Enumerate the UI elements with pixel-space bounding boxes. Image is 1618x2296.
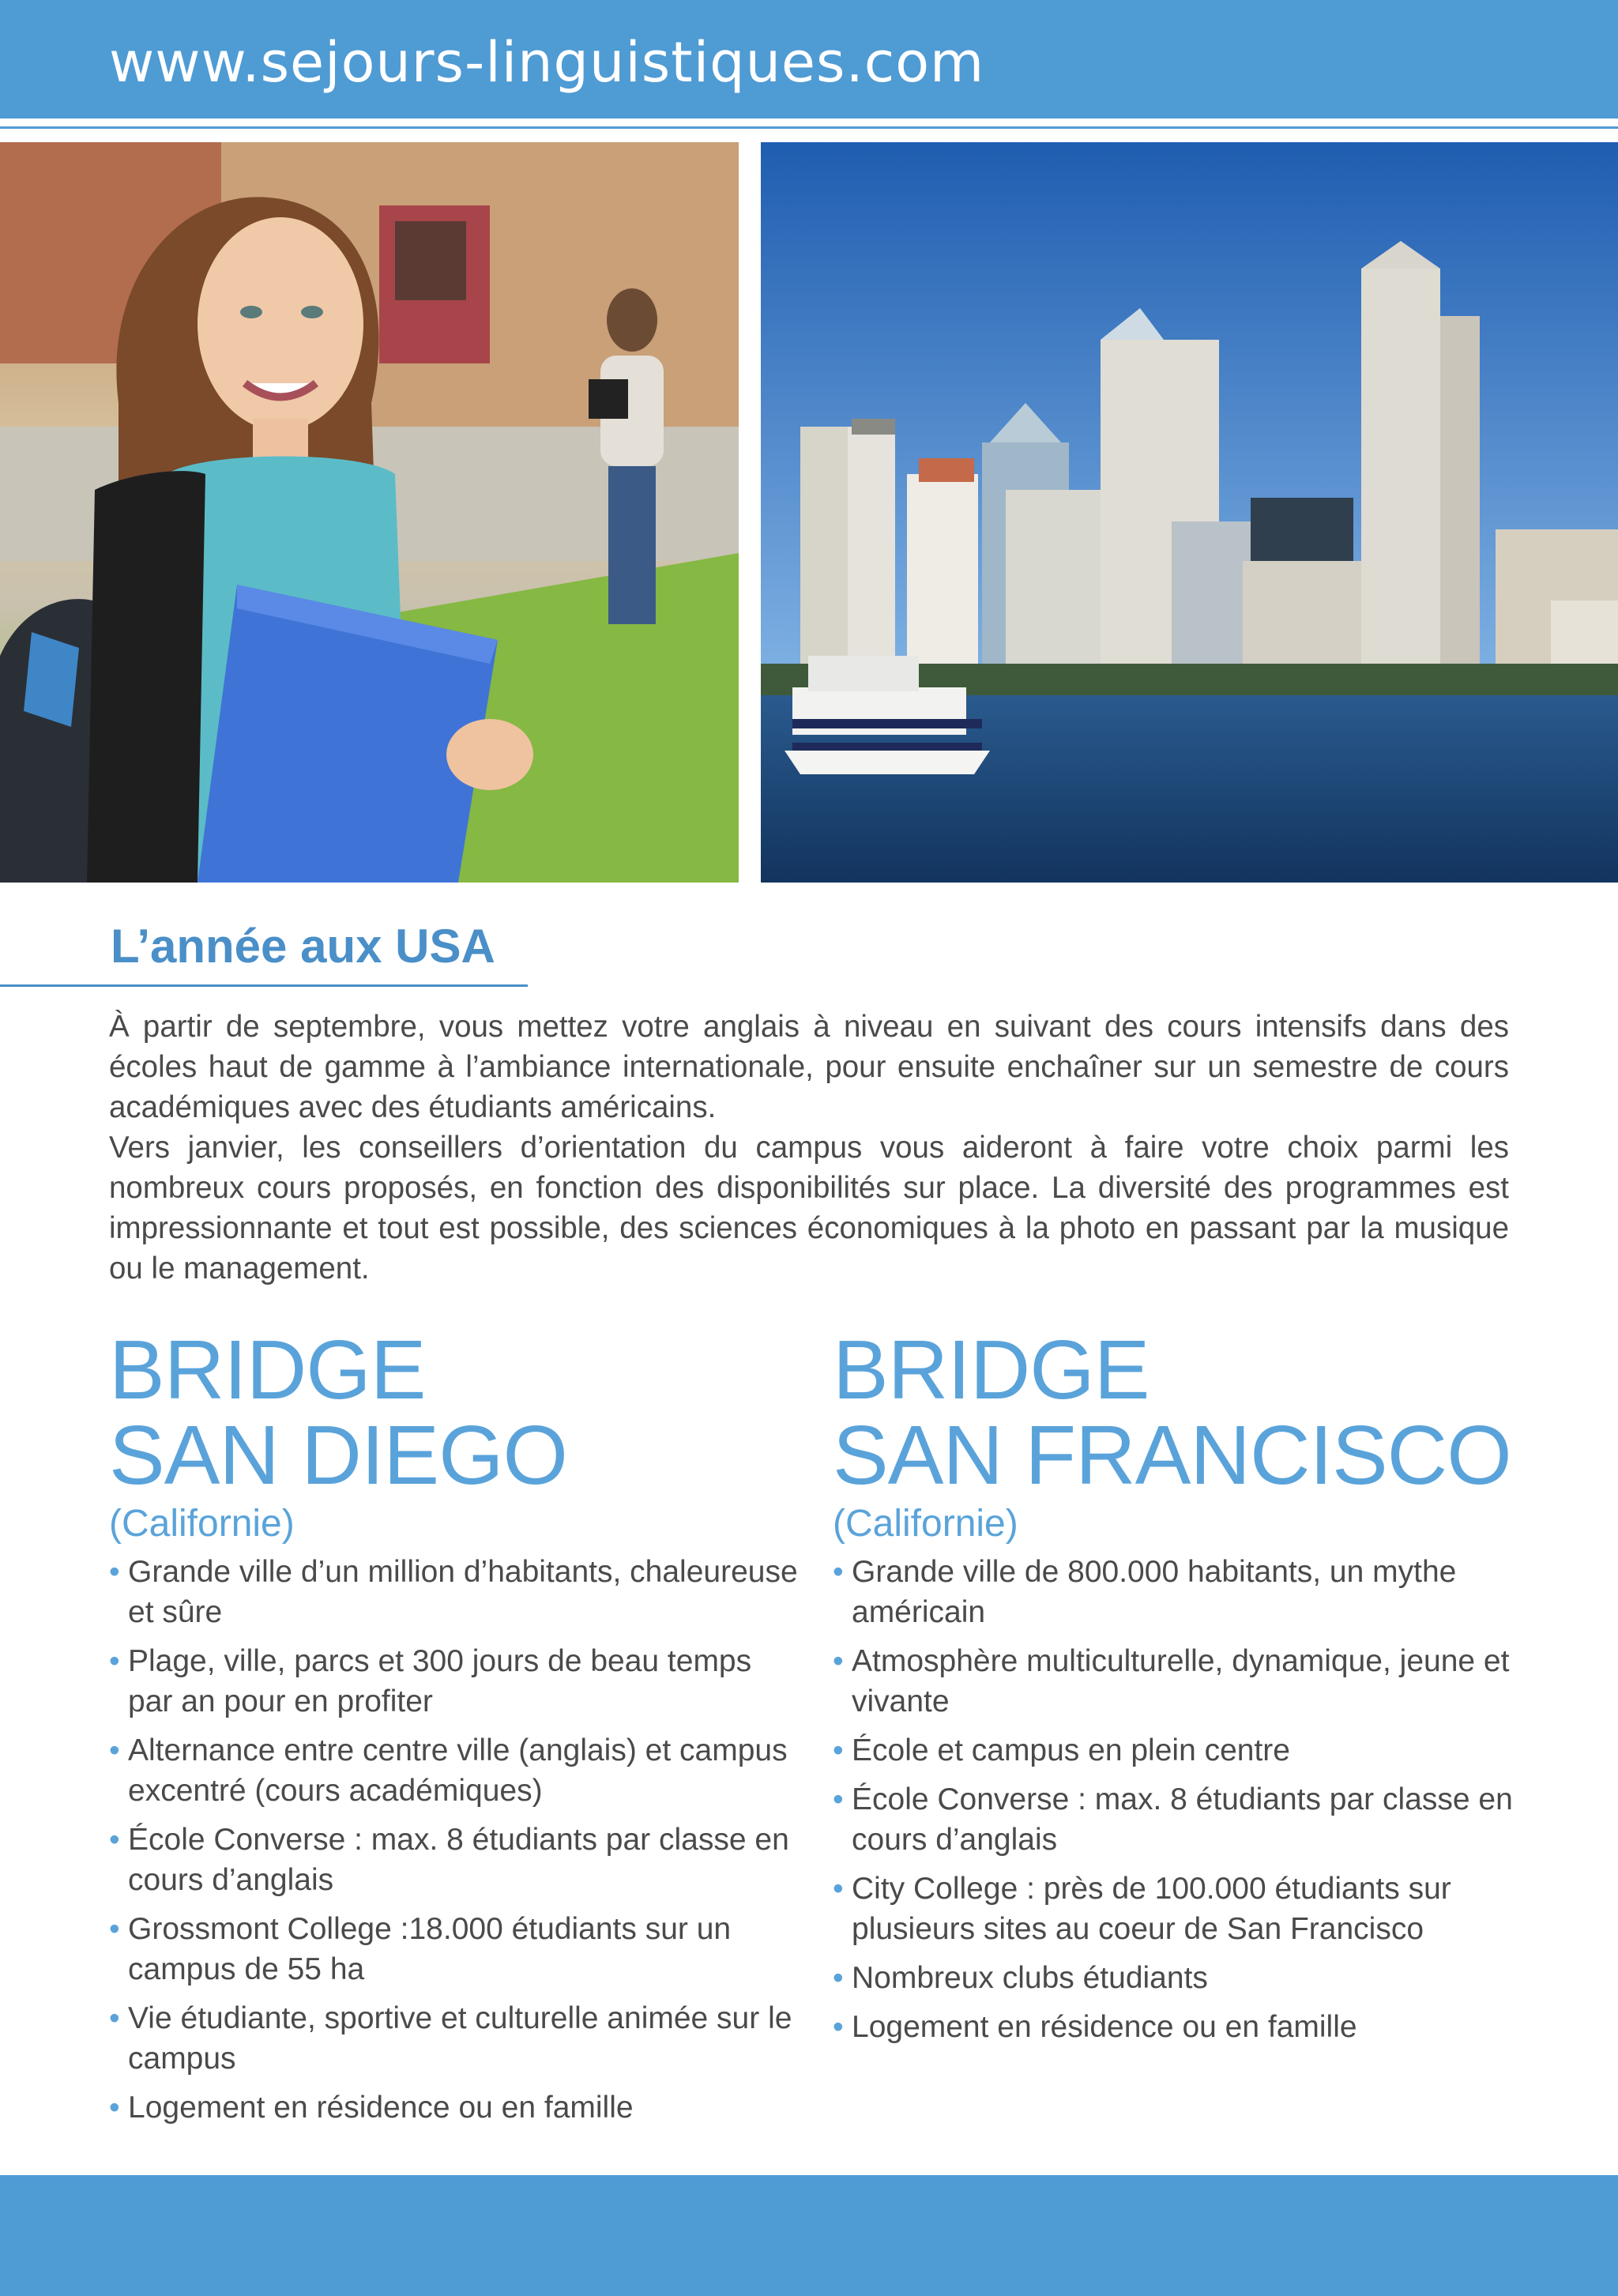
- program-name-line1: BRIDGE: [109, 1323, 426, 1417]
- feature-text: Nombreux clubs étudiants: [852, 1961, 1208, 1995]
- feature-text: Grande ville de 800.000 habitants, un mythe américain: [852, 1555, 1457, 1629]
- header-rule: [0, 126, 1618, 129]
- feature-item: [109, 1820, 804, 1900]
- bullet-icon: •: [109, 2001, 120, 2035]
- section-title: L’année aux USA: [111, 920, 495, 973]
- program-region: (Californie): [109, 1503, 295, 1545]
- program-name-line2: SAN FRANCISCO: [833, 1409, 1511, 1502]
- feature-item: [833, 1869, 1544, 1949]
- bullet-icon: •: [833, 1872, 844, 1906]
- feature-item: [833, 1730, 1544, 1771]
- feature-item: [833, 1552, 1544, 1632]
- footer-band: [0, 2175, 1618, 2296]
- feature-list: [833, 1552, 1544, 2047]
- bullet-icon: •: [109, 2091, 120, 2125]
- feature-text: École Converse : max. 8 étudiants par classe en cours d’anglais: [128, 1823, 789, 1897]
- feature-item: [833, 1779, 1544, 1860]
- feature-text: Grande ville d’un million d’habitants, chaleureuse et sûre: [128, 1555, 798, 1629]
- bullet-icon: •: [833, 1733, 844, 1767]
- feature-text: École et campus en plein centre: [852, 1733, 1290, 1767]
- student-photo: [0, 142, 739, 883]
- bullet-icon: •: [109, 1555, 120, 1589]
- program-san-diego: [109, 1323, 804, 2136]
- site-url[interactable]: www.sejours-linguistiques.com: [109, 30, 985, 95]
- bullet-icon: •: [109, 1644, 120, 1678]
- feature-item: [109, 2087, 804, 2128]
- feature-item: [109, 1730, 804, 1811]
- bullet-icon: •: [109, 1912, 120, 1946]
- intro-paragraph: À partir de septembre, vous mettez votre anglais à niveau en suivant des cours intensifs dans des écoles haut de gamme à l’ambiance internationale, pour ensuite enchaîner sur un semestre de cours académiques avec des étudiants américains.: [109, 1010, 1509, 1124]
- program-region: (Californie): [833, 1503, 1018, 1545]
- feature-text: Atmosphère multiculturelle, dynamique, jeune et vivante: [852, 1644, 1510, 1718]
- intro-text: [109, 1007, 1509, 1289]
- program-name-line1: BRIDGE: [833, 1323, 1150, 1417]
- intro-paragraph: Vers janvier, les conseillers d’orientation du campus vous aideront à faire votre choix parmi les nombreux cours proposés, en fonction des disponibilités sur place. La diversité des programmes est impressionnante et tout est possible, des sciences économiques à la photo en passant par la musique ou le management.: [109, 1131, 1509, 1285]
- program-san-francisco: [833, 1323, 1544, 2056]
- feature-item: [833, 1958, 1544, 1998]
- bullet-icon: •: [833, 2010, 844, 2044]
- feature-text: City College : près de 100.000 étudiants sur plusieurs sites au coeur de San Francisco: [852, 1872, 1451, 1946]
- bullet-icon: •: [833, 1555, 844, 1589]
- feature-text: Grossmont College :18.000 étudiants sur un campus de 55 ha: [128, 1912, 732, 1986]
- feature-text: Alternance entre centre ville (anglais) et campus excentré (cours académiques): [128, 1733, 788, 1808]
- feature-item: [109, 1552, 804, 1632]
- section-title-underline: [0, 984, 528, 987]
- feature-item: [109, 1909, 804, 1989]
- feature-item: [109, 1641, 804, 1722]
- bullet-icon: •: [109, 1733, 120, 1767]
- bullet-icon: •: [109, 1823, 120, 1857]
- feature-item: [833, 1641, 1544, 1722]
- bullet-icon: •: [833, 1782, 844, 1816]
- feature-item: [833, 2007, 1544, 2047]
- feature-text: Logement en résidence ou en famille: [128, 2091, 634, 2125]
- program-name-line2: SAN DIEGO: [109, 1409, 568, 1502]
- bullet-icon: •: [833, 1644, 844, 1678]
- bullet-icon: •: [833, 1961, 844, 1995]
- feature-item: [109, 1998, 804, 2079]
- feature-text: Vie étudiante, sportive et culturelle animée sur le campus: [128, 2001, 792, 2076]
- feature-text: Plage, ville, parcs et 300 jours de beau temps par an pour en profiter: [128, 1644, 752, 1718]
- feature-list: [109, 1552, 804, 2128]
- san-diego-skyline-photo: [761, 142, 1618, 883]
- feature-text: École Converse : max. 8 étudiants par classe en cours d’anglais: [852, 1782, 1513, 1857]
- feature-text: Logement en résidence ou en famille: [852, 2010, 1357, 2044]
